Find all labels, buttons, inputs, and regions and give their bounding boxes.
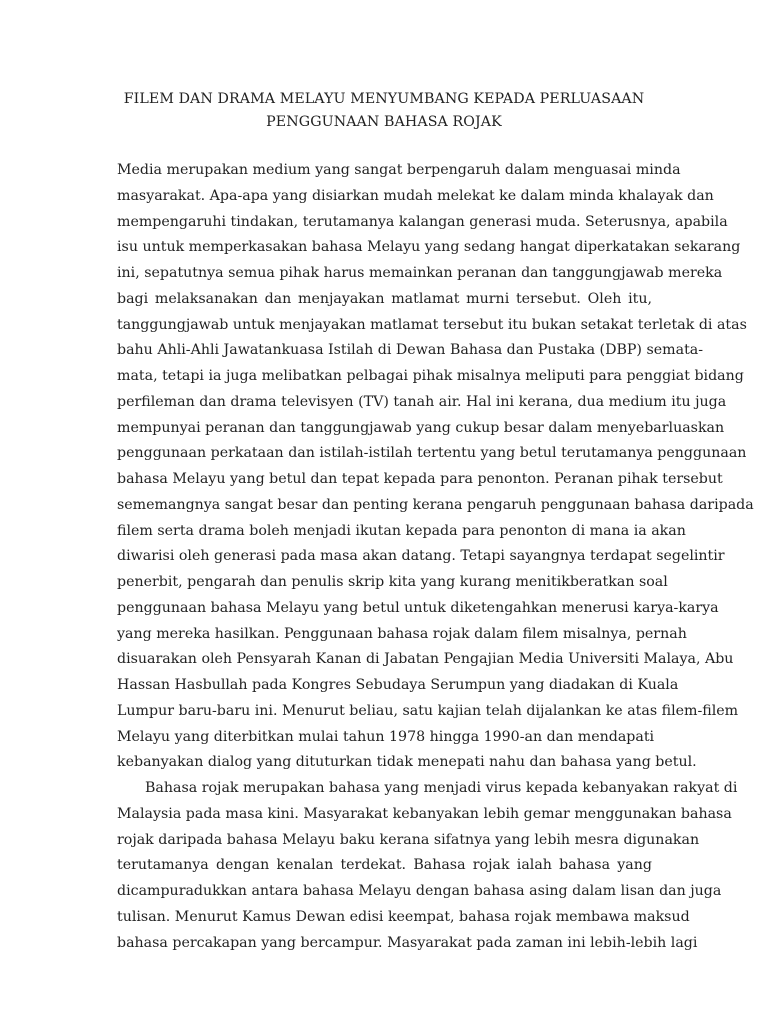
text-line: masyarakat. Apa-apa yang disiarkan mudah melekat ke dalam minda khalayak dan (117, 187, 714, 204)
text-line: Melayu yang diterbitkan mulai tahun 1978 hingga 1990-an dan mendapati (117, 728, 655, 745)
text-line: perfileman dan drama televisyen (TV) tanah air. Hal ini kerana, dua medium itu juga (117, 393, 727, 410)
text-line: Bahasa rojak merupakan bahasa yang menjadi virus kepada kebanyakan rakyat di (145, 780, 738, 796)
text-line: penggunaan perkataan dan istilah-istilah tertentu yang betul terutamanya penggunaan (117, 445, 747, 462)
text-line: sememangnya sangat besar dan penting kerana pengaruh penggunaan bahasa daripada (117, 496, 754, 513)
document-title (110, 88, 658, 134)
text-line: mempengaruhi tindakan, terutamanya kalangan generasi muda. Seterusnya, apabila (117, 213, 728, 230)
text-line: Hassan Hasbullah pada Kongres Sebudaya Serumpun yang diadakan di Kuala (117, 677, 679, 693)
title-line: FILEM DAN DRAMA MELAYU MENYUMBANG KEPADA PERLUASAAN (123, 91, 645, 107)
text-line: mata, tetapi ia juga melibatkan pelbagai pihak misalnya meliputi para penggiat bidang (117, 368, 744, 384)
text-line: disuarakan oleh Pensyarah Kanan di Jabatan Pengajian Media Universiti Malaya, Abu (117, 651, 734, 668)
text-line: isu untuk memperkasakan bahasa Melayu yang sedang hangat diperkatakan sekarang (117, 239, 741, 256)
text-line: ini, sepatutnya semua pihak harus memainkan peranan dan tanggungjawab mereka (117, 265, 723, 281)
text-line: Malaysia pada masa kini. Masyarakat kebanyakan lebih gemar menggunakan bahasa (117, 805, 732, 822)
text-line: terutamanya dengan kenalan terdekat. Bahasa rojak ialah bahasa yang (117, 857, 652, 874)
text-line: filem serta drama boleh menjadi ikutan kepada para penonton di mana ia akan (117, 522, 686, 539)
text-line: tanggungjawab untuk menjayakan matlamat tersebut itu bukan setakat terletak di atas (117, 316, 747, 333)
paragraph-2 (117, 776, 738, 956)
text-line: rojak daripada bahasa Melayu baku kerana sifatnya yang lebih mesra digunakan (117, 831, 700, 848)
text-line: bahu Ahli-Ahli Jawatankuasa Istilah di Dewan Bahasa dan Pustaka (DBP) semata- (117, 342, 704, 359)
title-line: PENGGUNAAN BAHASA ROJAK (266, 114, 502, 130)
text-line: tulisan. Menurut Kamus Dewan edisi keempat, bahasa rojak membawa maksud (117, 908, 690, 925)
text-line: Lumpur baru-baru ini. Menurut beliau, satu kajian telah dijalankan ke atas filem-filem (117, 702, 739, 719)
text-line: diwarisi oleh generasi pada masa akan datang. Tetapi sayangnya terdapat segelintir (117, 548, 725, 565)
text-line: mempunyai peranan dan tanggungjawab yang cukup besar dalam menyebarluaskan (117, 419, 725, 436)
text-line: bahasa Melayu yang betul dan tepat kepada para penonton. Peranan pihak tersebut (117, 471, 723, 487)
text-line: penerbit, pengarah dan penulis skrip kita yang kurang menitikberatkan soal (117, 574, 668, 590)
text-line: kebanyakan dialog yang dituturkan tidak menepati nahu dan bahasa yang betul. (117, 754, 697, 771)
text-line: penggunaan bahasa Melayu yang betul untuk diketengahkan menerusi karya-karya (117, 599, 719, 616)
text-line: bahasa percakapan yang bercampur. Masyarakat pada zaman ini lebih-lebih lagi (117, 934, 698, 951)
paragraph-1 (117, 158, 754, 776)
document-body (117, 158, 754, 956)
text-line: yang mereka hasilkan. Penggunaan bahasa rojak dalam filem misalnya, pernah (117, 625, 687, 642)
text-line: Media merupakan medium yang sangat berpengaruh dalam menguasai minda (117, 162, 681, 178)
text-line: bagi melaksanakan dan menjayakan matlamat murni tersebut. Oleh itu, (117, 290, 652, 307)
text-line: dicampuradukkan antara bahasa Melayu dengan bahasa asing dalam lisan dan juga (117, 883, 722, 899)
